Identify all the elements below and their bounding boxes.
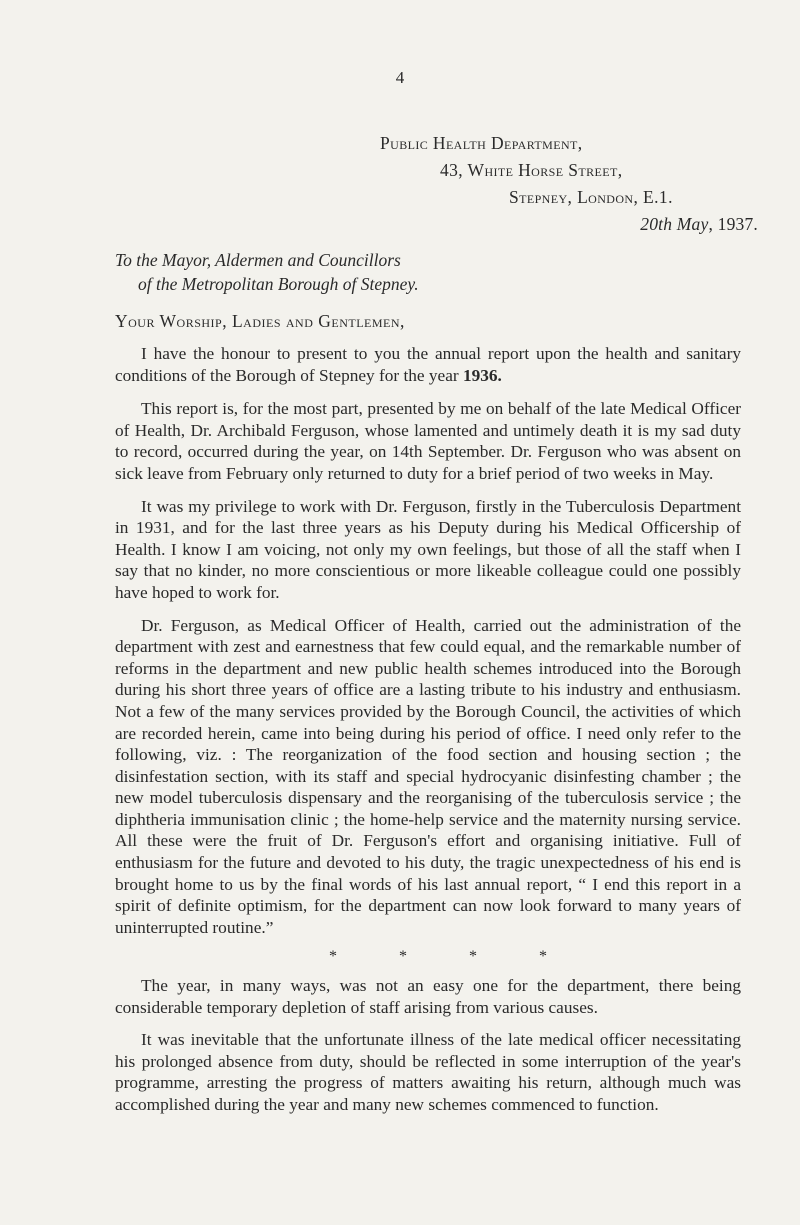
letter-date <box>380 211 760 238</box>
section-divider-stars: * * * * <box>329 948 547 966</box>
page-number: 4 <box>395 68 405 87</box>
paragraph-1-text: I have the honour to present to you the annual report upon the health and sanitary conditions of the Borough of Stepney for the year <box>115 344 741 385</box>
address-line-city: Stepney, London, E.1. <box>509 187 673 207</box>
paragraph-6: It was inevitable that the unfortunate illness of the late medical officer necessitating his prolonged absence from duty, should be reflected in some interruption of the year's programme, arresting the progress of matters awaiting his return, although much was accomplished during the year and many new schemes commenced to function. <box>115 1030 741 1114</box>
greeting: Your Worship, Ladies and Gentlemen, <box>115 311 405 331</box>
paragraph-4: Dr. Ferguson, as Medical Officer of Health, carried out the administration of the department with zest and earnestness that few could equal, and the remarkable number of reforms in the department and new public health schemes introduced into the Borough during his short three years of office are a lasting tribute to his industry and enthusiasm. Not a few of the many services provided by the Borough Council, the activities of which are recorded herein, came into being during his period of office. I need only refer to the following, viz. : The reorganization of the food section and housing section ; the disinfestation section, with its staff and special hydrocyanic disinfesting chamber ; the new model tuberculosis dispensary and the reorganising of the tuberculosis service ; the diphtheria immunisation clinic ; the home-help service and the maternity nursing service. All these were the fruit of Dr. Ferguson's effort and organising initiative. Full of enthusiasm for the future and devoted to his duty, the tragic unexpectedness of his end is brought home to us by the final words of his last annual report, “ I end this report in a spirit of definite optimism, for the department can now look forward to many years of uninterrupted routine.” <box>115 615 741 937</box>
paragraph-5: The year, in many ways, was not an easy one for the department, there being considerable temporary depletion of staff arising from various causes. <box>115 976 741 1017</box>
addressee-line-1: To the Mayor, Aldermen and Councillors <box>115 250 401 270</box>
paragraph-1 <box>115 343 741 386</box>
addressee <box>115 248 419 296</box>
letter-date-day: 20th May <box>640 214 709 234</box>
report-year: 1936. <box>462 365 502 385</box>
addressee-line-2: of the Metropolitan Borough of Stepney. <box>138 274 419 294</box>
report-body <box>115 343 741 1127</box>
paragraph-3: It was my privilege to work with Dr. Ferguson, firstly in the Tuberculosis Department in 1931, and for the last three years as his Deputy during his Medical Officership of Health. I know I am voicing, not only my own feelings, but those of all the staff when I say that no kinder, no more conscientious or more likeable colleague could one possibly have hoped to work for. <box>115 496 741 602</box>
address-line-street: 43, White Horse Street, <box>440 160 623 180</box>
sender-address <box>380 130 760 238</box>
paragraph-2: This report is, for the most part, presented by me on behalf of the late Medical Officer of Health, Dr. Archibald Ferguson, whose lamented and untimely death it is my sad duty to record, occurred during the year, on 14th September. Dr. Ferguson who was absent on sick leave from February only returned to duty for a brief period of two weeks in May. <box>115 399 741 483</box>
address-line-department: Public Health Department, <box>380 133 583 153</box>
letter-date-year: , 1937. <box>708 214 758 234</box>
